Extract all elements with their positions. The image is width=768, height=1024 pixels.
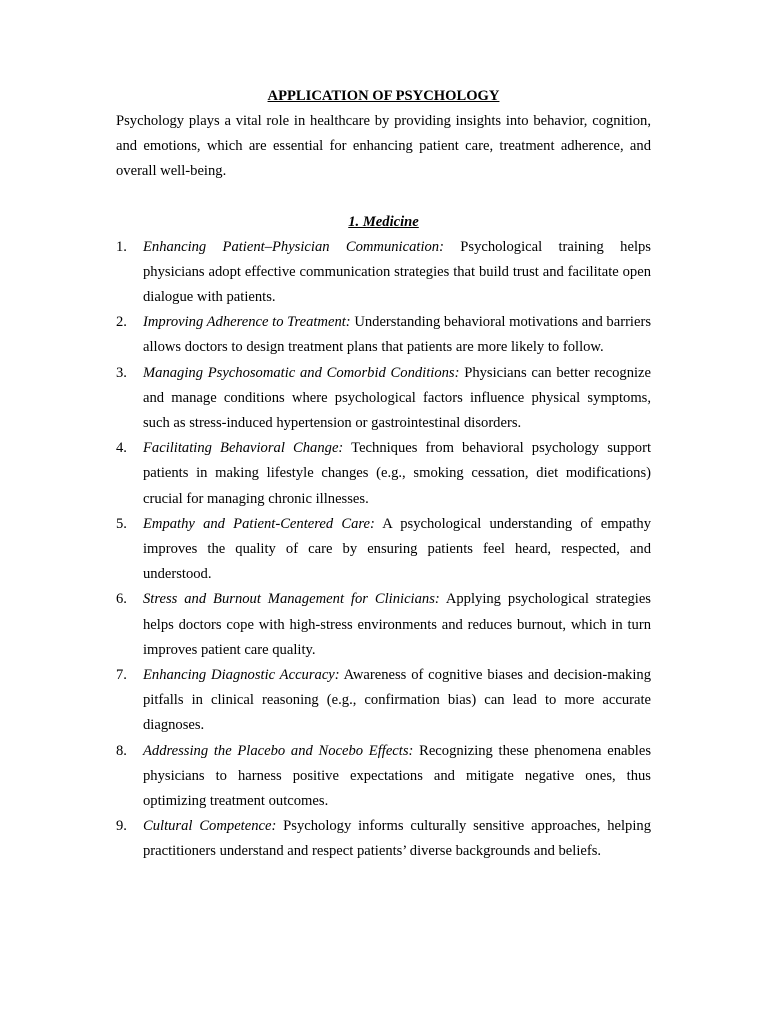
document-page: [116, 84, 651, 865]
list-item: [116, 436, 651, 512]
list-item-number: 2.: [116, 314, 127, 331]
list-item: [116, 587, 651, 663]
list-item-text: Techniques from behavioral psychology support patients in making lifestyle changes (e.g., smoking cessation, diet modifications) crucial for managing chronic illnesses.: [143, 440, 651, 507]
list-item: [116, 663, 651, 739]
list-item-text: Understanding behavioral motivations and barriers allows doctors to design treatment plans that patients are more likely to follow.: [143, 314, 651, 356]
list-item-number: 9.: [116, 818, 127, 835]
list-item-lead: Stress and Burnout Management for Clinicians:: [143, 591, 440, 608]
list-item: [116, 361, 651, 437]
list-item-text: Awareness of cognitive biases and decision-making pitfalls in clinical reasoning (e.g., confirmation bias) can lead to more accurate diagnoses.: [143, 667, 651, 734]
list-item-text: Psychological training helps physicians adopt effective communication strategies that build trust and facilitate open dialogue with patients.: [143, 238, 651, 306]
list-item-number: 7.: [116, 667, 127, 684]
list-item: [116, 235, 651, 311]
list-item-number: 4.: [116, 440, 127, 457]
document-title: APPLICATION OF PSYCHOLOGY: [267, 88, 500, 104]
list-item-lead: Improving Adherence to Treatment:: [143, 314, 351, 331]
list-item-number: 1.: [116, 238, 127, 255]
list-item-number: 3.: [116, 364, 127, 381]
list-item-text: Applying psychological strategies helps doctors cope with high-stress environments and reduces burnout, which in turn improves patient care quality.: [143, 591, 651, 658]
list-item-lead: Managing Psychosomatic and Comorbid Conditions:: [143, 364, 460, 381]
list-item-lead: Enhancing Patient–Physician Communication:: [143, 238, 444, 255]
section-heading: 1. Medicine: [348, 213, 419, 230]
list-item-text: Physicians can better recognize and manage conditions where psychological factors influence physical symptoms, such as stress-induced hypertension or gastrointestinal disorders.: [143, 364, 651, 432]
list-item-lead: Facilitating Behavioral Change:: [143, 440, 344, 457]
list-item-number: 8.: [116, 742, 127, 759]
list-item: [116, 739, 651, 815]
list-item-text: Recognizing these phenomena enables physicians to harness positive expectations and mitigate negative ones, thus optimizing treatment outcomes.: [143, 742, 651, 810]
list-item-lead: Empathy and Patient-Centered Care:: [143, 515, 375, 532]
list-item-lead: Addressing the Placebo and Nocebo Effects:: [143, 742, 414, 759]
list-item-lead: Cultural Competence:: [143, 818, 277, 835]
list-item-number: 5.: [116, 515, 127, 532]
list-item-text: A psychological understanding of empathy improves the quality of care by ensuring patients feel heard, respected, and understood.: [143, 515, 651, 583]
list-item-lead: Enhancing Diagnostic Accuracy:: [143, 667, 340, 684]
numbered-list: [116, 235, 651, 865]
list-item-text: Psychology informs culturally sensitive approaches, helping practitioners understand and respect patients’ diverse backgrounds and beliefs.: [143, 818, 651, 860]
list-item: [116, 814, 651, 864]
list-item: [116, 512, 651, 588]
list-item: [116, 310, 651, 360]
list-item-number: 6.: [116, 591, 127, 608]
intro-paragraph: Psychology plays a vital role in healthcare by providing insights into behavior, cognition, and emotions, which are essential for enhancing patient care, treatment adherence, and overall well-being.: [116, 113, 651, 180]
